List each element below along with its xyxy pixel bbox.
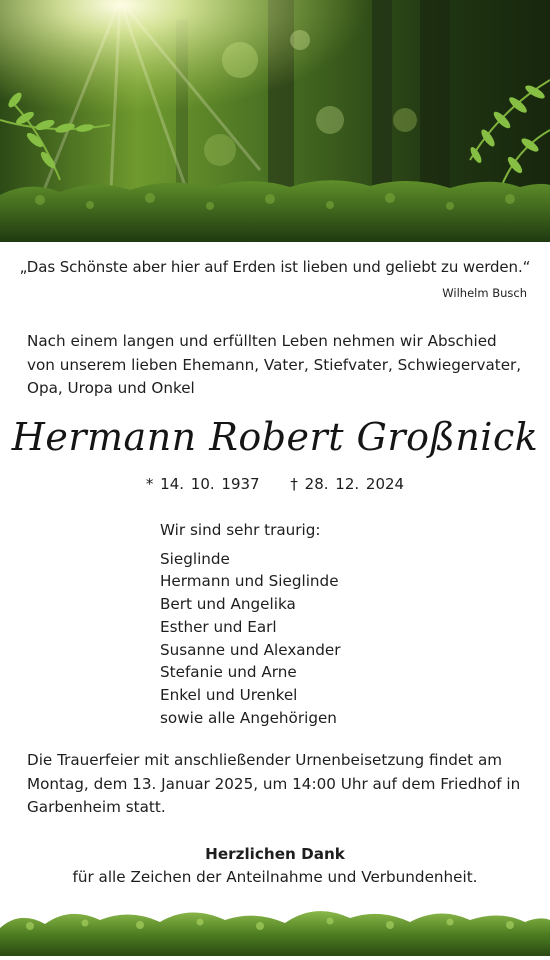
mourner-name: Hermann und Sieglinde — [160, 572, 339, 591]
mourner-name: Enkel und Urenkel — [160, 685, 298, 704]
mourner-name: Esther und Earl — [160, 617, 277, 636]
farewell-intro: Nach einem langen und erfüllten Leben nehmen wir Abschied von unserem lieben Ehemann, Vater, Stiefvater, Schwiegervater, Opa, Uropa und Onkel — [27, 332, 522, 397]
death-date: † 28. 12. 2024 — [290, 475, 405, 493]
thanks-block — [0, 843, 550, 889]
quote-text: „Das Schönste aber hier auf Erden ist lieben und geliebt zu werden.“ — [19, 258, 531, 276]
mourners-intro: Wir sind sehr traurig: — [160, 521, 321, 539]
thanks-text: für alle Zeichen der Anteilnahme und Verbundenheit. — [72, 868, 478, 886]
mourner-name: Susanne und Alexander — [160, 640, 341, 659]
forest-header-image — [0, 0, 550, 242]
mourner-name: sowie alle Angehörigen — [160, 708, 337, 727]
quote-author: Wilhelm Busch — [442, 286, 527, 300]
service-info: Die Trauerfeier mit anschließender Urnenbeisetzung findet am Montag, dem 13. Januar 2025, um 14:00 Uhr auf dem Friedhof in Garbenheim statt. — [27, 751, 521, 816]
thanks-heading: Herzlichen Dank — [205, 845, 345, 863]
birth-date: * 14. 10. 1937 — [145, 475, 260, 493]
mourner-name: Stefanie und Arne — [160, 663, 297, 682]
deceased-name: Hermann Robert Großnick — [11, 415, 539, 459]
life-dates — [0, 475, 550, 493]
moss-footer-image — [0, 898, 550, 956]
mourner-name: Bert und Angelika — [160, 595, 296, 614]
mourner-name: Sieglinde — [160, 549, 230, 568]
mourners-list — [160, 519, 340, 729]
